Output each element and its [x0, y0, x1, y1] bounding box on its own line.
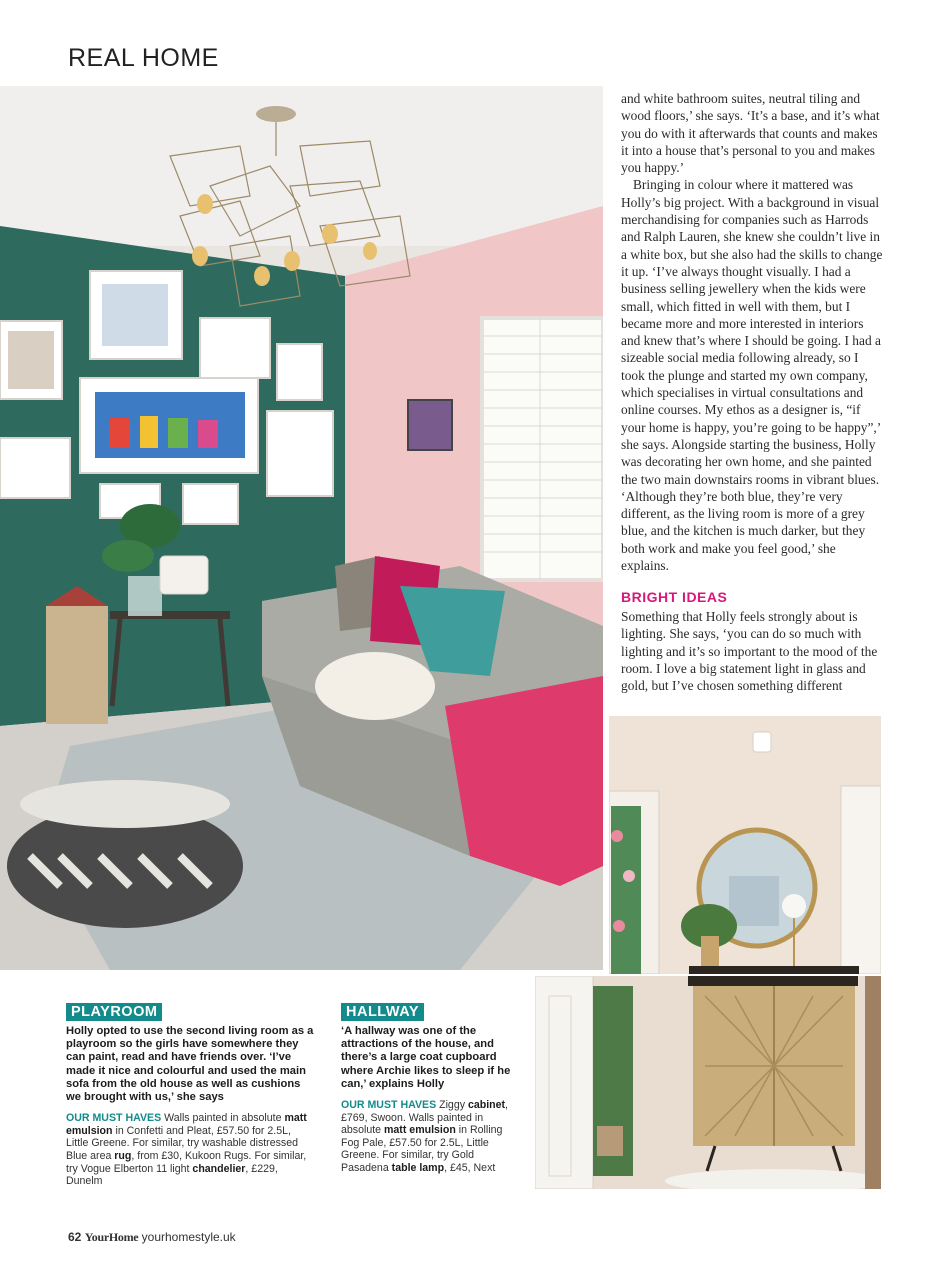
product-name: rug: [114, 1150, 132, 1162]
product-name: matt emulsion: [384, 1124, 456, 1137]
subheading: BRIGHT IDEAS: [621, 589, 728, 605]
section-label: REAL HOME: [68, 44, 219, 72]
article-body: [621, 90, 883, 574]
product-name: cabinet: [467, 1099, 506, 1112]
website-link[interactable]: yourhomestyle.uk: [141, 1230, 236, 1244]
must-haves-text: Ziggy: [436, 1099, 468, 1112]
page-number: 62: [68, 1230, 82, 1244]
body-paragraph: Something that Holly feels strongly about is lighting. She says, ‘you can do so much with lighting and it’s so important to the mood of the room. I love a big statement light in glass and gold, but I’ve chosen something different: [621, 609, 878, 694]
must-haves-text: , from £30, Kukoon Rugs. For similar, try Vogue Elberton 11 light: [66, 1150, 307, 1175]
hallway-mirror-photo: [609, 716, 881, 974]
caption-tag: PLAYROOM: [66, 1003, 162, 1021]
must-haves-text: Walls painted in absolute: [161, 1112, 285, 1125]
caption-tag: HALLWAY: [341, 1003, 424, 1021]
must-haves-text: in Confetti and Pleat, £57.50 for 2.5L, Little Greene. For similar, try washable distressed Blue area: [66, 1124, 298, 1162]
caption-lead: Holly opted to use the second living room as a playroom so the girls have somewhere they can paint, read and have friends over. ‘I’ve made it nice and colourful and used the main sofa from the old house as well as cushions we brought with us,’ she says: [66, 1025, 314, 1104]
must-haves-heading: OUR MUST HAVES: [66, 1112, 162, 1125]
product-name: chandelier: [192, 1162, 246, 1175]
product-name: table lamp: [391, 1161, 445, 1174]
magazine-logo: YourHome: [84, 1230, 139, 1244]
must-haves-text: , £769, Swoon. Walls painted in absolute: [341, 1099, 508, 1137]
product-name: matt emulsion: [66, 1112, 307, 1137]
page-footer: [68, 1230, 236, 1245]
playroom-photo: [0, 86, 603, 970]
playroom-caption: [66, 1003, 314, 1188]
must-haves-text: , £229, Dunelm: [66, 1162, 278, 1188]
hallway-caption: [341, 1003, 513, 1175]
caption-lead: ‘A hallway was one of the attractions of the house, and there’s a large coat cupboard where Archie likes to sleep if he can,’ explains Holly: [341, 1025, 511, 1090]
body-paragraph: Bringing in colour where it mattered was Holly’s big project. With a background in visual merchandising for companies such as Harrods and Ralph Lauren, she knew she couldn’t live in a white box, but she also had the skills to change it up. ‘I’ve always thought visually. I had a business selling jewellery when the kids were small, which fitted in well with them, but I became more and more interested in interiors and knew that’s where I should be going. I had a sizeable social media following already, so I took the plunge and started my own company, which specialises in virtual consultations and online courses. My ethos as a designer is, “if your home is happy, you’re going to be happy”,’ she says. Alongside starting the business, Holly was decorating her own home, and she painted the two main downstairs rooms in vibrant blues. ‘Although they’re both blue, they’re very different, as the living room is more of a grey blue, and the kitchen is much darker, but they both work and make you feel good,’ she explains.: [621, 177, 883, 574]
hallway-cabinet-photo: [535, 976, 881, 1189]
must-haves-text: in Rolling Fog Pale, £57.50 for 2.5L, Little Greene. For similar, try Gold Pasadena: [341, 1124, 503, 1174]
must-haves-heading: OUR MUST HAVES: [341, 1099, 437, 1112]
must-haves-text: , £45, Next: [444, 1161, 496, 1174]
body-paragraph: and white bathroom suites, neutral tiling and wood floors,’ she says. ‘It’s a base, and it’s what you do with it afterwards that counts and makes it into a house that’s personal to you and makes you happy.’: [621, 91, 880, 176]
must-haves: [66, 1112, 314, 1188]
must-haves: [341, 1099, 513, 1175]
